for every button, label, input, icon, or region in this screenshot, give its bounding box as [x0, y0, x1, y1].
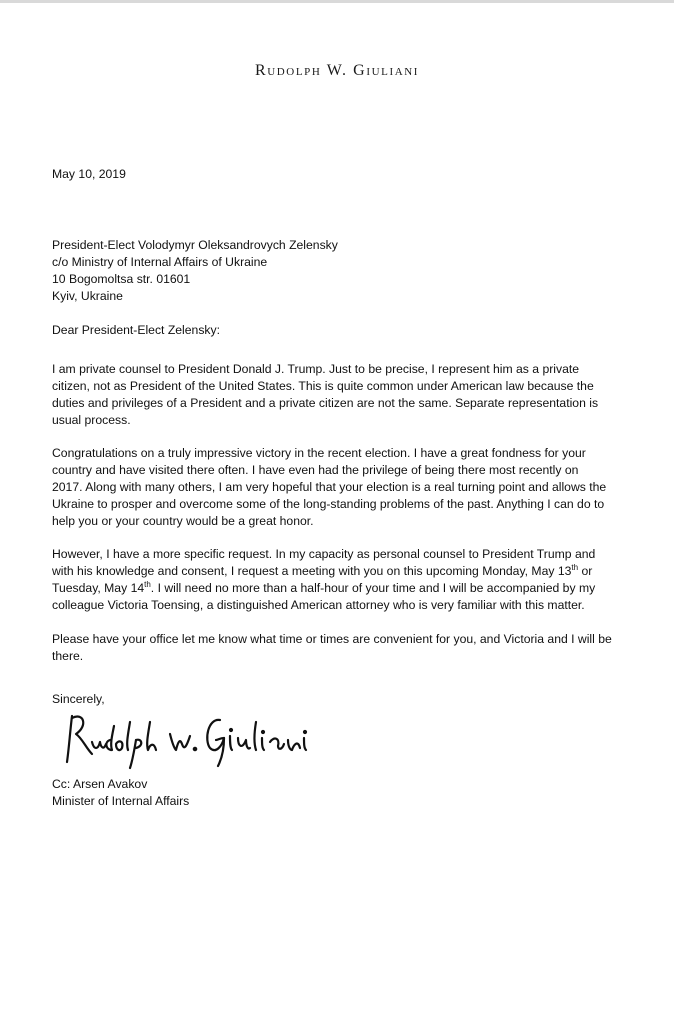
recipient-address	[52, 237, 664, 305]
cc-line: Cc: Arsen Avakov	[52, 777, 148, 791]
body-line: I am private counsel to President Donald J. Trump. Just to be precise, I represent him as a private	[52, 362, 580, 376]
body-line: duties and privileges of a President and a private citizen are not the same. Separate representation is	[52, 396, 599, 410]
body-line: country and have visited there often. I have even had the privilege of being there most recently on	[52, 463, 579, 477]
paragraph-3	[52, 546, 664, 614]
body-line	[52, 563, 664, 580]
top-edge	[0, 0, 674, 3]
address-line: President-Elect Volodymyr Oleksandrovych Zelensky	[52, 238, 338, 252]
address-line: 10 Bogomoltsa str. 01601	[52, 272, 191, 286]
body-line: usual process.	[52, 413, 131, 427]
line-text: . I will need no more than a half-hour of your time and I will be accompanied by my	[150, 581, 596, 595]
body-line: citizen, not as President of the United States. This is quite common under American law because the	[52, 379, 594, 393]
paragraph-4	[52, 631, 664, 665]
body-line: colleague Victoria Toensing, a distinguished American attorney who is very familiar with this matter.	[52, 598, 585, 612]
date-line: May 10, 2019	[52, 167, 126, 181]
address-line: c/o Ministry of Internal Affairs of Ukraine	[52, 255, 268, 269]
body-line: there.	[52, 649, 84, 663]
cc-line: Minister of Internal Affairs	[52, 794, 190, 808]
address-line: Kyiv, Ukraine	[52, 289, 123, 303]
paragraph-1	[52, 361, 664, 429]
paragraph-2	[52, 445, 664, 530]
body-line: help you or your country would be a great honor.	[52, 514, 314, 528]
line-text: with his knowledge and consent, I request a meeting with you on this upcoming Monday, May 13	[52, 564, 572, 578]
cc-block	[52, 776, 664, 810]
body-line: Please have your office let me know what time or times are convenient for you, and Victoria and I will be	[52, 632, 612, 646]
ordinal-suffix: th	[144, 579, 151, 589]
body-line: 2017. Along with many others, I am very hopeful that your election is a real turning point and allows the	[52, 480, 607, 494]
body-line: Ukraine to prosper and overcome some of the long-standing problems of the past. Anything I can do to	[52, 497, 605, 511]
handwritten-signature	[58, 704, 318, 774]
letterhead: Rudolph W. Giuliani	[254, 62, 420, 79]
closing-line: Sincerely,	[52, 692, 105, 706]
salutation	[52, 322, 664, 339]
line-text: Tuesday, May 14	[52, 581, 145, 595]
body-line	[52, 580, 664, 597]
body-line: Congratulations on a truly impressive victory in the recent election. I have a great fondness for your	[52, 446, 586, 460]
body-line: However, I have a more specific request. In my capacity as personal counsel to President Trump and	[52, 547, 596, 561]
salutation-line: Dear President-Elect Zelensky:	[52, 323, 220, 337]
letter-date	[52, 166, 664, 183]
line-text: or	[578, 564, 593, 578]
ordinal-suffix: th	[571, 562, 579, 572]
